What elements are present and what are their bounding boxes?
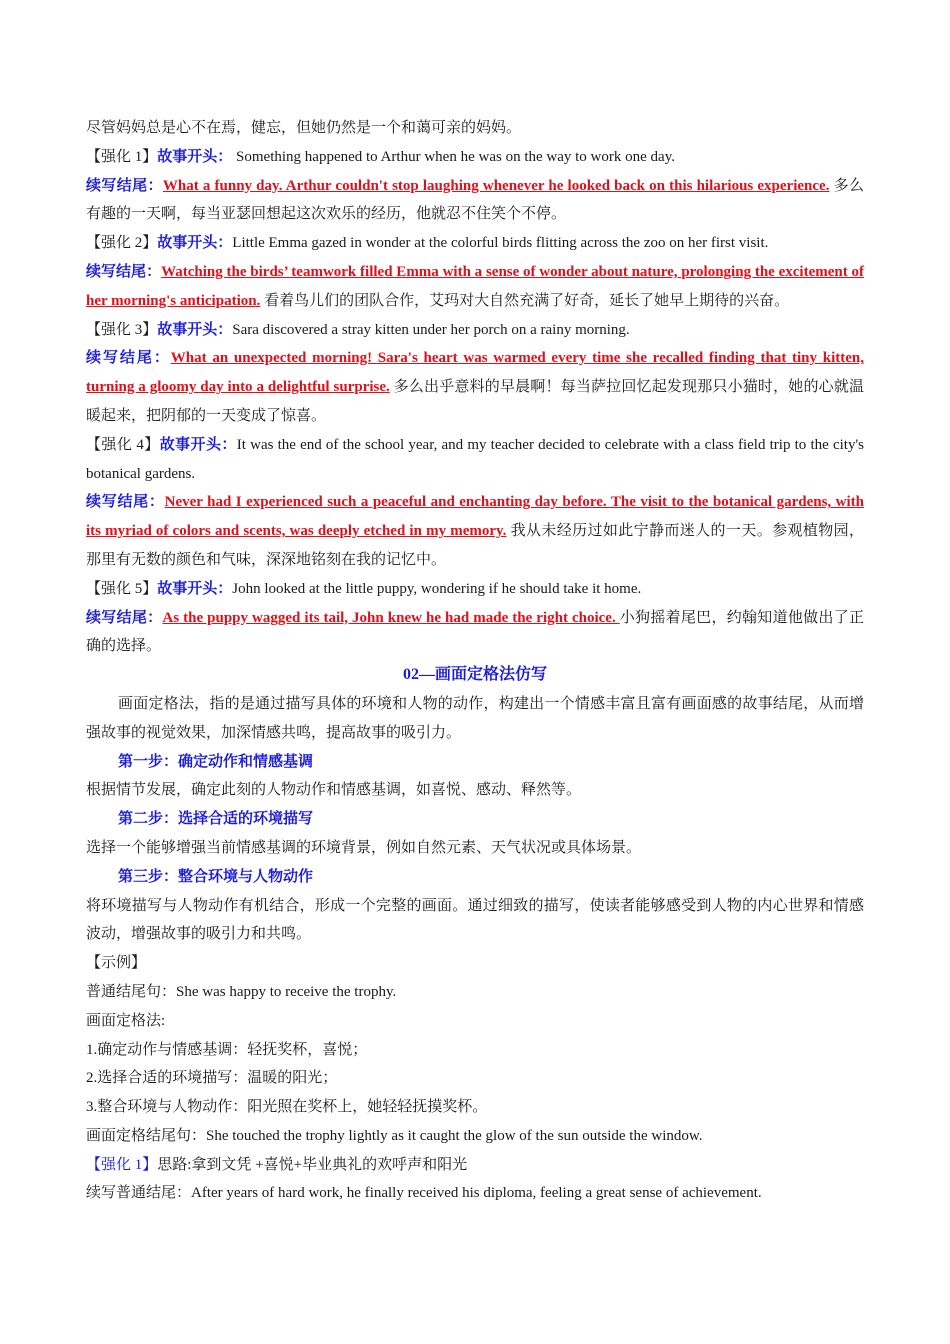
drill-1-opening	[86, 143, 864, 172]
step-1-title: 第一步：确定动作和情感基调	[118, 753, 314, 770]
drill-4-opening	[86, 431, 864, 489]
final-label: 画面定格结尾句：	[86, 1127, 207, 1144]
example-item-1: 1.确定动作与情感基调：轻抚奖杯，喜悦；	[86, 1041, 368, 1058]
opening-label: 故事开头：	[157, 148, 233, 165]
opening-text: Something happened to Arthur when he was on the way to work one day.	[232, 148, 675, 165]
drill-tag: 【强化 5】	[86, 580, 158, 597]
normal-text: She was happy to receive the trophy.	[176, 983, 397, 1000]
ending-english: As the puppy wagged its tail, John knew he had made the right choice.	[162, 609, 620, 626]
ending-chinese: 看着鸟儿们的团队合作，艾玛对大自然充满了好奇，延长了她早上期待的兴奋。	[260, 292, 790, 309]
opening-text: Little Emma gazed in wonder at the colorful birds flitting across the zoo on her first visit.	[232, 235, 769, 252]
section-intro: 画面定格法，指的是通过描写具体的环境和人物的动作，构建出一个情感丰富且富有画面感的故事结尾，从而增强故事的视觉效果，加深情感共鸣，提高故事的吸引力。	[86, 695, 864, 741]
opening-text: It was the end of the school year, and my teacher decided to celebrate with a class field trip to the city's botanical gardens.	[86, 436, 864, 482]
example-method-label: 画面定格法:	[86, 1012, 166, 1029]
drill-tag: 【强化 1】	[86, 148, 158, 165]
example-heading: 【示例】	[86, 955, 147, 972]
example-item-2: 2.选择合适的环境描写：温暖的阳光；	[86, 1070, 338, 1087]
drill-3-ending	[86, 344, 864, 430]
ending-english: Never had I experienced such a peaceful and enchanting day before. The visit to the botanical gardens, with its myriad of colors and scents, was deeply etched in my memory.	[86, 494, 864, 540]
step-3-title: 第三步：整合环境与人物动作	[118, 868, 314, 885]
drill-1-ending	[86, 172, 864, 230]
opening-label: 故事开头：	[157, 321, 233, 338]
step-1-text: 根据情节发展，确定此刻的人物动作和情感基调，如喜悦、感动、释然等。	[86, 782, 582, 799]
drill2-normal-ending	[86, 1179, 864, 1208]
drill-tag: 【强化 1】	[86, 1156, 158, 1173]
ending-label: 续写结尾：	[86, 350, 171, 367]
drill-tag: 【强化 2】	[86, 235, 158, 252]
section-title: 02—画面定格法仿写	[402, 666, 547, 684]
ending-english: Watching the birds’ teamwork filled Emma with a sense of wonder about nature, prolonging the excitement of her morning's anticipation.	[86, 263, 864, 309]
opening-text: Sara discovered a stray kitten under her porch on a rainy morning.	[232, 321, 630, 338]
ending-label: 续写结尾：	[86, 609, 163, 626]
drill-5-opening	[86, 575, 864, 604]
step-3-text: 将环境描写与人物动作有机结合，形成一个完整的画面。通过细致的描写，使读者能够感受到人物的内心世界和情感波动，增强故事的吸引力和共鸣。	[86, 897, 864, 943]
ending-label: 续写结尾：	[86, 177, 163, 194]
normal-text: After years of hard work, he finally received his diploma, feeling a great sense of achievement.	[191, 1185, 762, 1202]
ending-chinese: 我从未经历过如此宁静而迷人的一天。参观植物园，那里有无数的颜色和气味，深深地铭刻在我的记忆中。	[86, 523, 864, 568]
intro-line: 尽管妈妈总是心不在焉，健忘，但她仍然是一个和蔼可亲的妈妈。	[86, 120, 522, 136]
normal-label: 续写普通结尾：	[86, 1185, 192, 1202]
opening-text: John looked at the little puppy, wondering if he should take it home.	[232, 580, 642, 597]
step-2-title: 第二步：选择合适的环境描写	[118, 811, 314, 828]
drill2-idea	[86, 1151, 864, 1180]
drill-2-opening	[86, 229, 864, 258]
opening-label: 故事开头：	[157, 235, 233, 252]
ending-chinese: 小狗摇着尾巴，约翰知道他做出了正确的选择。	[86, 609, 864, 655]
ending-chinese: 多么出乎意料的早晨啊！每当萨拉回忆起发现那只小猫时，她的心就温暖起来，把阴郁的一天变成了惊喜。	[86, 379, 864, 424]
drill-idea: 思路:拿到文凭 +喜悦+毕业典礼的欢呼声和阳光	[157, 1156, 468, 1173]
opening-label: 故事开头：	[157, 580, 233, 597]
ending-label: 续写结尾：	[86, 263, 162, 280]
ending-english: What an unexpected morning! Sara's heart was warmed every time she recalled finding that tiny kitten, turning a gloomy day into a delightful surprise.	[86, 350, 864, 396]
final-text: She touched the trophy lightly as it caught the glow of the sun outside the window.	[206, 1127, 703, 1144]
ending-english: What a funny day. Arthur couldn't stop laughing whenever he looked back on this hilarious experience.	[162, 177, 830, 194]
ending-label: 续写结尾：	[86, 494, 165, 511]
drill-tag: 【强化 4】	[86, 436, 160, 453]
drill-2-ending	[86, 258, 864, 316]
drill-tag: 【强化 3】	[86, 321, 158, 338]
opening-label: 故事开头：	[159, 436, 237, 453]
step-2-text: 选择一个能够增强当前情感基调的环境背景，例如自然元素、天气状况或具体场景。	[86, 839, 642, 856]
example-final-ending	[86, 1122, 864, 1151]
normal-label: 普通结尾句：	[86, 983, 177, 1000]
ending-chinese: 多么有趣的一天啊，每当亚瑟回想起这次欢乐的经历，他就忍不住笑个不停。	[86, 177, 864, 223]
example-normal-ending	[86, 978, 864, 1007]
example-item-3: 3.整合环境与人物动作：阳光照在奖杯上，她轻轻抚摸奖杯。	[86, 1099, 488, 1116]
drill-3-opening	[86, 316, 864, 345]
drill-4-ending	[86, 488, 864, 574]
document-page	[86, 114, 864, 1208]
drill-5-ending	[86, 604, 864, 662]
